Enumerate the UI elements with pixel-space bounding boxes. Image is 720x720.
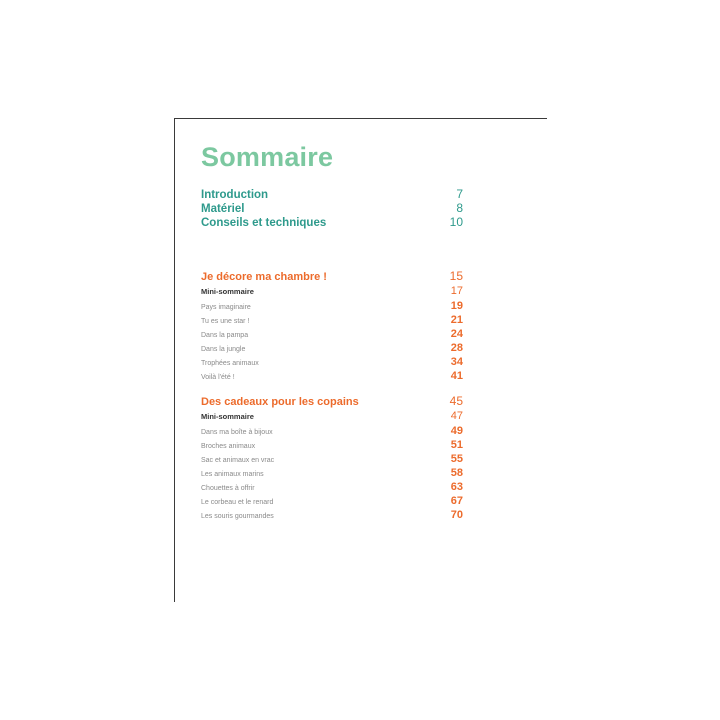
toc-section-label: Je décore ma chambre ! (201, 271, 327, 283)
toc-section-label: Des cadeaux pour les copains (201, 396, 359, 408)
toc-entry[interactable] (201, 467, 463, 479)
toc-entry-label: Conseils et techniques (201, 217, 327, 229)
toc-section-page: 45 (449, 394, 463, 408)
toc-entry-materiel[interactable] (201, 201, 463, 215)
toc-entry-label: Le corbeau et le renard (201, 499, 274, 506)
toc-entry-label: Les animaux marins (201, 471, 264, 478)
page-left-border (174, 118, 175, 602)
toc-entry-page: 51 (450, 439, 463, 451)
toc-entry[interactable] (201, 300, 463, 312)
toc-entry[interactable] (201, 342, 463, 354)
toc-entry-label: Tu es une star ! (201, 318, 250, 325)
toc-entry-label: Introduction (201, 189, 269, 201)
page-title: Sommaire (201, 142, 334, 172)
toc-entry[interactable] (201, 509, 463, 521)
toc-entry-label: Matériel (201, 203, 245, 215)
toc-entry-label: Trophées animaux (201, 360, 259, 367)
toc-entry-conseils[interactable] (201, 215, 463, 229)
toc-entry-page: 63 (450, 481, 463, 493)
toc-entry-label: Pays imaginaire (201, 304, 251, 311)
toc-entry[interactable] (201, 439, 463, 451)
toc-entry-label: Sac et animaux en vrac (201, 457, 275, 464)
toc-entry-page: 58 (450, 467, 463, 479)
toc-entry-page: 41 (450, 370, 463, 382)
toc-entry-page: 21 (450, 314, 463, 326)
toc-entry-page: 28 (450, 342, 463, 354)
toc-entry[interactable] (201, 356, 463, 368)
toc-entry-label: Broches animaux (201, 443, 256, 450)
toc-section-heading[interactable] (201, 394, 463, 408)
toc-entry[interactable] (201, 481, 463, 493)
toc-mini-summary[interactable] (201, 410, 463, 422)
toc-entry-page: 67 (450, 495, 463, 507)
toc-entry-page: 19 (450, 300, 463, 312)
toc-entry-label: Chouettes à offrir (201, 485, 255, 492)
toc-entry-label: Mini-sommaire (201, 287, 254, 296)
toc-entry-page: 70 (450, 509, 463, 521)
toc-entry[interactable] (201, 495, 463, 507)
toc-mini-summary[interactable] (201, 285, 463, 297)
toc-entry[interactable] (201, 453, 463, 465)
toc-entry-page: 7 (456, 187, 463, 201)
toc-entry-page: 34 (450, 356, 463, 368)
toc-entry[interactable] (201, 328, 463, 340)
toc-entry-page: 47 (450, 410, 463, 422)
toc-entry[interactable] (201, 314, 463, 326)
toc-entry-page: 17 (450, 285, 463, 297)
toc-entry-label: Voilà l'été ! (201, 374, 235, 381)
toc-section-page: 15 (449, 269, 463, 283)
toc-section-heading[interactable] (201, 269, 463, 283)
toc-entry-page: 8 (456, 201, 463, 215)
toc-entry-label: Dans la pampa (201, 332, 249, 339)
toc-entry[interactable] (201, 370, 463, 382)
toc-entry-label: Les souris gourmandes (201, 513, 274, 520)
toc-entry-page: 10 (449, 215, 463, 229)
toc-entry-page: 55 (450, 453, 463, 465)
page-top-border (174, 118, 547, 119)
toc-entry-page: 24 (450, 328, 463, 340)
toc-entry-introduction[interactable] (201, 187, 463, 201)
toc-entry-label: Mini-sommaire (201, 412, 254, 421)
toc-entry[interactable] (201, 425, 463, 437)
toc-entry-label: Dans ma boîte à bijoux (201, 429, 273, 436)
toc-entry-page: 49 (450, 425, 463, 437)
toc-entry-label: Dans la jungle (201, 346, 246, 353)
